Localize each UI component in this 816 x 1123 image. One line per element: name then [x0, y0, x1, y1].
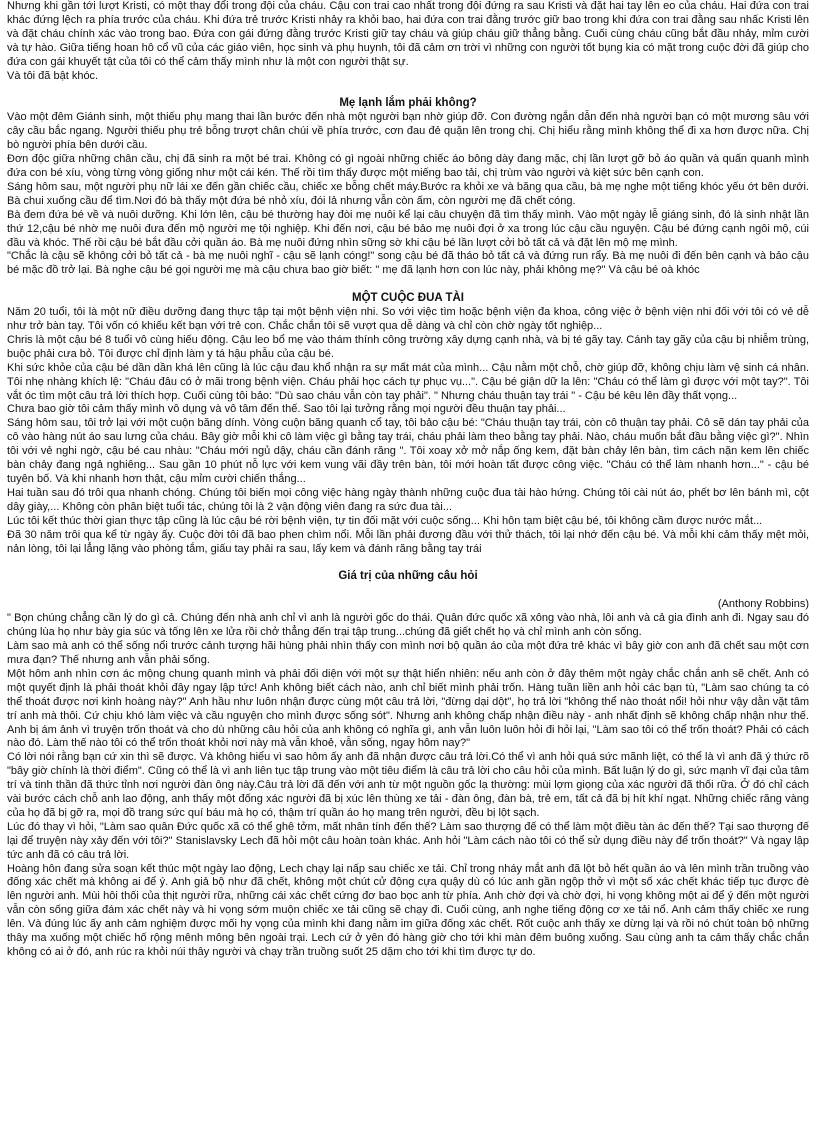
- story-questions-section: [7, 570, 809, 959]
- author-credit: (Anthony Robbins): [717, 598, 809, 611]
- paragraph: Và tôi đã bật khóc.: [7, 69, 99, 82]
- paragraph: Có lời nói rằng bạn cứ xin thì sẽ được. Và không hiểu vì sao hôm ấy anh đã nhận được câu trả lời.Có thể vì anh hỏi quá sức mãnh liệt, có thể là vì anh đã ý thức rõ "bây giờ chính là thời điểm". Cũng có thể là vì anh liên tục tập trung vào một tiêu điểm là câu trả lời cho câu hỏi của mình. Bất luận lý do gì, sức mạnh vĩ đại của tâm trí và tinh thần đã thức tỉnh nơi người đàn ông này.Câu trả lời đã đến với anh từ một nguồn gốc lạ thường: mùi lợm giọng của xác người đã thối rữa. Ở đó chỉ cách vài bước cách chỗ anh lao động, anh thấy một đống xác người đã bị xúc lên thùng xe tải - đàn ông, đàn bà, trẻ em, tất cả đã bị hít khí ngạt. Những chiếc răng vàng của họ đã bị gỡ ra, mọi đồ trang sức quí báu mà họ có, thậm trí quần áo họ mang trên người, đều bị lột sạch.: [7, 751, 809, 819]
- paragraph: Sáng hôm sau, một người phụ nữ lái xe đến gần chiếc cầu, chiếc xe bỗng chết máy.Bước ra khỏi xe và băng qua cầu, bà mẹ nghe một tiếng khóc yếu ớt bên dưới. Bà chui xuống cầu để tìm.Nơi đó bà thấy một đứa bé nhỏ xíu, đói lả nhưng vẫn còn ấm, còn người mẹ đã chết cóng.: [7, 180, 809, 207]
- section-title: Giá trị của những câu hỏi: [338, 570, 478, 583]
- paragraph: Một hôm anh nhìn cơn ác mộng chung quanh mình và phải đối diện với một sự thật hiển nhiên: nếu anh còn ở đây thêm một ngày chắc chắn anh sẽ chết. Anh có một quyết định là phải thoát khỏi đây ngay lập tức! Anh không biết cách nào, anh chỉ biết mình phải trốn. Hàng tuần liền anh hỏi các bạn tù, "Làm sao chúng ta có thể thoát được nơi kinh hoàng này?" Anh hầu như luôn nhận được cùng một câu trả lời, "đừng dại dột", họ trả lời "không thể nào thoát nổi! hỏi như vậy dằn vặt tâm trí anh mà thôi. Cứ chịu khó làm việc và cầu nguyện cho mình được sống sót". Nhưng anh không chấp nhận điều này - anh nhất định sẽ không chấp nhận như thế. Anh bị ám ảnh vì truyện trốn thoát và cho dù những câu hỏi của anh không có nghĩa gì, anh vẫn luôn luôn hỏi đi hỏi lại, "Làm sao tôi có thể trốn thoát? Phải có cách nào đó. Làm thế nào tôi có thể trốn thoát khỏi nơi này mà vẫn khoẻ, vẫn sống, ngay hôm nay?": [7, 667, 809, 750]
- paragraph: Lúc tôi kết thúc thời gian thực tập cũng là lúc cậu bé rời bệnh viện, tự tin đối mặt với cuộc sống... Khi hôn tạm biệt cậu bé, tôi không cầm được nước mắt...: [7, 514, 763, 527]
- paragraph: Sáng hôm sau, tôi trở lại với một cuộn băng dính. Vòng cuộn băng quanh cổ tay, tôi bảo cậu bé: "Cháu thuận tay trái, còn cô thuận tay phải. Cô sẽ dán tay phải của cô vào hàng nút áo sau lưng của cháu. Bây giờ mỗi khi cô làm việc gì bằng tay trái, cháu phải làm theo bằng tay phải. Nào, cháu muốn bắt đầu bằng việc gì?". Nhìn tôi với vẻ nghi ngờ, cậu bé cau nhàu: "Cháu mới ngủ dậy, cháu cần đánh răng ". Tôi xoay xở mở nắp ống kem, đặt bàn chảy lên bàn, tìm cách nặn kem lên chiếc bàn chảy đang ngả nghiêng... Sau gần 10 phút nỗ lực với kem vung vãi đầy trên bàn, tôi mới hoàn tất được công việc. "Cháu có thể làm nhanh hơn..." - cậu bé tuyên bố. Và khi nhanh hơn thật, cậu mỉm cười chiến thắng...: [7, 417, 809, 485]
- paragraph: Chưa bao giờ tôi cảm thấy mình vô dụng và vô tâm đến thế. Sao tôi lại tưởng rằng mọi người đều thuận tay phải...: [7, 403, 566, 416]
- paragraph: Chris là một cậu bé 8 tuổi vô cùng hiếu động. Cậu leo bổ mẹ vào thám thính công trường xây dựng cạnh nhà, và bị té gãy tay. Cánh tay gãy của cậu bị nhiễm trùng, buộc phải cưa bỏ. Tôi được chỉ định làm y tá hậu phẫu của cậu bé.: [7, 333, 809, 360]
- paragraph: Hai tuần sau đó trôi qua nhanh chóng. Chúng tôi biến mọi công việc hàng ngày thành những cuộc đua tài hào hứng. Chúng tôi cài nút áo, phết bơ lên bánh mì, cột dây giày,... Không còn phân biệt tuổi tác, chúng tôi là 2 vận động viên đang ra sức đua tài...: [7, 486, 809, 513]
- paragraph: Lúc đó thay vì hỏi, "Làm sao quân Đức quốc xã có thể ghê tởm, mất nhân tính đến thế? Làm sao thượng đế có thể làm một điều tàn ác đến thế? Tại sao thượng đế lại để truyện này xảy đến với tôi?" Stanislavsky Lech đã hỏi một câu hoàn toàn khác. Anh hỏi "Làm cách nào tôi có thể sử dụng điều này để trốn thoát?" Và ngay lập tức anh đã có câu trả lời.: [7, 820, 809, 861]
- paragraph: Vào một đêm Giánh sinh, một thiếu phụ mang thai lần bước đến nhà một người bạn nhờ giúp đỡ. Con đường ngắn dẫn đến nhà người bạn có một mương sâu với cây cầu bắc ngang. Người thiếu phụ trẻ bỗng trượt chân chúi về phía trước, cơn đau đẻ quặn lên trong chị. Chị hiểu rằng mình không thể đi xa hơn được nữa. Chị bò người phía bên dưới cầu.: [7, 111, 809, 152]
- paragraph: " Bọn chúng chẳng cần lý do gì cả. Chúng đến nhà anh chỉ vì anh là người gốc do thái. Quân đức quốc xã xông vào nhà, lôi anh và cả gia đình anh đi. Ngay sau đó chúng lùa họ như bày gia súc và tống lên xe lửa rồi chở thẳng đến trại tập trung...chúng đã giết chết họ và chỉ mình anh còn sống.: [7, 612, 809, 639]
- paragraph: Đã 30 năm trôi qua kể từ ngày ấy. Cuộc đời tôi đã bao phen chìm nổi. Mỗi lần phải đương đầu với thử thách, tôi lại nhớ đến cậu bé. Và mỗi khi cảm thấy mệt mỏi, nản lòng, tôi lại lẳng lặng vào phòng tắm, giấu tay phải ra sau, lấy kem và đánh răng bằng tay trái: [7, 528, 809, 555]
- paragraph: Làm sao mà anh có thể sống nổi trước cảnh tượng hãi hùng phải nhìn thấy con mình nơi bộ quần áo của một đứa trẻ khác vì bây giờ con anh đã chết sau một cơn mưa đạn? Thế nhưng anh vẫn phải sống.: [7, 640, 809, 666]
- paragraph: Hoàng hôn đang sửa soạn kết thúc một ngày lao động, Lech chạy lại nấp sau chiếc xe tải. Chỉ trong nháy mắt anh đã lột bỏ hết quần áo và lên mình trần truồng vào đống xác chết mà không ai để ý. Anh giả bộ như đã chết, không một chút cử động cựa quậy dù có lúc anh gần ngộp thở vì một số xác chết khác tiếp tục được đè lên người anh. Mùi hôi thối của thịt người rữa, những cái xác chết cứng đơ bao bọc anh từ phía. Anh chờ đợi và chờ đợi, hi vọng không một ai để ý đến một người vẫn còn sống giữa đám xác chết này và hi vọng sớm muộn chiếc xe tải cũng sẽ chạy đi. Cuối cùng, anh nghe tiếng động cơ xe tải nổ. Anh cảm thấy chiếc xe rung lên. Và đúng lúc ấy anh cảm nghiệm được mối hy vọng của mình khi đang nằm im giữa đống xác chết. Rốt cuộc anh thấy xe dừng lại và rồi nó chút toàn bộ những thây ma xuống một chiếc hố rộng mênh mông bên ngoài trại. Lech cứ ở yên đó hàng giờ cho tới khi màn đêm buông xuống. Sau cùng anh ta cảm thấy chắc chắn không có ai ở đó, anh rúc ra khỏi núi thây người và chạy trần truồng suốt 25 dặm cho tới khi tìm được tự do.: [7, 862, 809, 958]
- paragraph: Bà đem đứa bé về và nuôi dưỡng. Khi lớn lên, cậu bé thường hay đòi mẹ nuôi kể lại câu chuyện đã tìm thấy mình. Vào một ngày lễ giáng sinh, đó là sinh nhật lần thứ 12,cậu bé nhờ mẹ nuôi đưa đến mộ người mẹ tội nghiệp. Khi đến nơi, cậu bé bảo mẹ nuôi đợi ở xa trong lúc cậu cầu nguyện. Cậu bé đứng cạnh ngôi mộ, cúi đầu và khóc. Thế rồi cậu bé bắt đầu cởi quần áo. Bà mẹ nuôi đứng nhìn sững sờ khi cậu bé lần lượt cởi bỏ tất cả và đặt lên mộ mẹ mình.: [7, 208, 809, 249]
- paragraph: Nhưng khi gần tới lượt Kristi, có một thay đổi trong đội của cháu. Cậu con trai cao nhất trong đội đứng ra sau Kristi và đặt hai tay lên eo của cháu. Hai đứa con trai khác đứng lệch ra phía trước của cháu. Khi đứa trẻ trước Kristi nhảy ra khỏi bao, hai đứa con trai đằng trước giữ bao trong khi đứa con trai đằng sau nhấc Kristi lên và đặt cháu chính xác vào trong bao. Đứa con gái đứng đằng trước Kristi giữ tay cháu và giúp cháu giữ thẳng bằng. Cuối cùng cháu cũng bắt đầu nhảy, mỉm cười và tự hào. Giữa tiếng hoan hô cổ vũ của các giáo viên, học sinh và phụ huynh, tôi đã cảm ơn trời vì những con người tốt bụng kia có mặt trong cuộc đời đã giúp cho đứa con gái khuyết tật của tôi có thể cảm thấy mình như là một con người thật sự.: [7, 0, 809, 68]
- paragraph: Khi sức khỏe của cậu bé dần dần khá lên cũng là lúc cậu đau khổ nhận ra sự mất mát của mình... Cậu nằm một chỗ, chờ giúp đỡ, không chịu làm vệ sinh cá nhân. Tôi nhẹ nhàng khích lệ: "Cháu đâu có ở mãi trong bệnh viện. Cháu phải học cách tự phục vụ...". Cậu bé giận dữ la lên: "Cháu có thể làm gì được với một tay?". Tôi vắt óc tìm một câu trả lời thích hợp. Cuối cùng tôi bảo: "Dù sao cháu vẫn còn tay phải". " Nhưng cháu thuận tay trái " - Cậu bé kêu lên đầy thất vọng...: [7, 361, 809, 402]
- section-title: MỘT CUỘC ĐUA TÀI: [351, 292, 464, 305]
- paragraph: Năm 20 tuổi, tôi là một nữ điều dưỡng đang thực tập tại một bệnh viện nhi. So với việc tìm hoặc bệnh viện đa khoa, công việc ở bệnh viện nhi đối với tôi có vẻ dễ như trở bàn tay. Tôi vốn có khiếu kết bạn với trẻ con. Chắc chắn tôi sẽ vượt qua dễ dàng và chỉ còn chờ ngày tốt nghiệp...: [7, 306, 809, 333]
- section-title: Mẹ lạnh lắm phải không?: [339, 97, 477, 110]
- story-race-section: [7, 292, 809, 556]
- story-cold-mother-section: [7, 97, 809, 278]
- story-kristi-section: [7, 0, 809, 83]
- paragraph: Đơn độc giữa những chân cầu, chị đã sinh ra một bé trai. Không có gì ngoài những chiếc áo bông dày đang mặc, chị lần lượt gỡ bỏ áo quần và quấn quanh mình đứa con bé xíu, vòng từng vòng giống như một cái kén. Thế rồi tìm thấy được một miếng bao tải, chị trùm vào người và kiệt sức bên cạnh con.: [7, 153, 809, 179]
- paragraph: "Chắc là cậu sẽ không cởi bỏ tất cả - bà mẹ nuôi nghĩ - cậu sẽ lạnh cóng!" song cậu bé đã tháo bỏ tất cả và đứng run rẩy. Bà mẹ nuôi đi đến bên cạnh và bảo cậu bé mặc đồ trở lại. Bà nghe cậu bé gọi người mẹ mà cậu chưa bao giờ biết: " mẹ đã lạnh hơn con lúc này, phải không mẹ?" Và cậu bé oà khóc: [7, 250, 809, 277]
